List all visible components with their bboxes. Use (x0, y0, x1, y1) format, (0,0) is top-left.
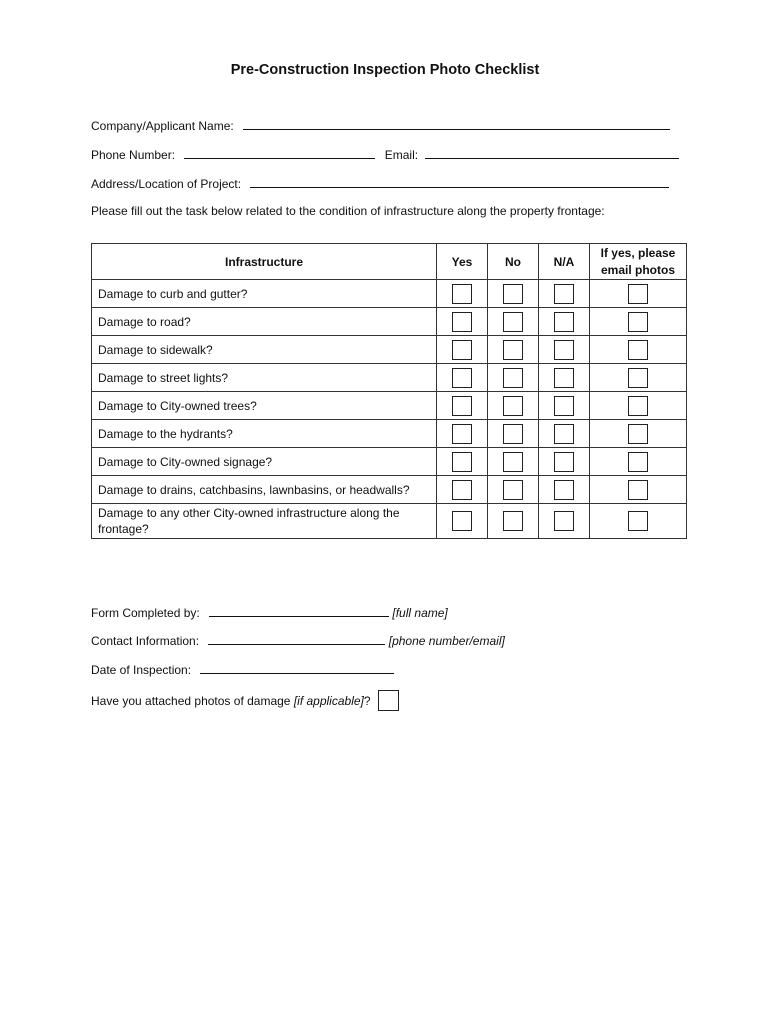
infrastructure-item-label: Damage to City-owned signage? (92, 448, 437, 476)
yes-checkbox[interactable] (452, 511, 472, 531)
yes-cell (437, 448, 488, 476)
yes-cell (437, 364, 488, 392)
photos-question-row (91, 690, 399, 711)
photos-checkbox[interactable] (628, 424, 648, 444)
header-na: N/A (539, 244, 590, 280)
na-cell (539, 392, 590, 420)
yes-checkbox[interactable] (452, 340, 472, 360)
contact-label: Contact Information: (91, 634, 200, 648)
table-row (92, 364, 687, 392)
na-checkbox[interactable] (554, 424, 574, 444)
photos-question-mark: ? (363, 694, 371, 708)
yes-checkbox[interactable] (452, 480, 472, 500)
infrastructure-item-label: Damage to road? (92, 308, 437, 336)
table-header-row (92, 244, 687, 280)
photos-cell (590, 336, 687, 364)
photos-checkbox[interactable] (628, 480, 648, 500)
photos-checkbox[interactable] (628, 368, 648, 388)
yes-cell (437, 392, 488, 420)
yes-cell (437, 280, 488, 308)
yes-cell (437, 476, 488, 504)
table-row (92, 336, 687, 364)
no-checkbox[interactable] (503, 368, 523, 388)
photos-cell (590, 476, 687, 504)
yes-checkbox[interactable] (452, 284, 472, 304)
no-checkbox[interactable] (503, 284, 523, 304)
table-row (92, 392, 687, 420)
na-cell (539, 364, 590, 392)
page-title: Pre-Construction Inspection Photo Checklist (230, 62, 540, 78)
na-cell (539, 504, 590, 539)
yes-checkbox[interactable] (452, 312, 472, 332)
completed-by-row (91, 604, 448, 620)
no-checkbox[interactable] (503, 424, 523, 444)
photos-attached-checkbox[interactable] (378, 690, 399, 711)
no-checkbox[interactable] (503, 312, 523, 332)
na-checkbox[interactable] (554, 368, 574, 388)
infrastructure-item-label: Damage to sidewalk? (92, 336, 437, 364)
address-label: Address/Location of Project: (91, 177, 242, 191)
na-checkbox[interactable] (554, 480, 574, 500)
contact-field[interactable] (208, 632, 385, 645)
date-row (91, 661, 394, 677)
no-checkbox[interactable] (503, 396, 523, 416)
completed-by-field[interactable] (209, 604, 389, 617)
na-checkbox[interactable] (554, 312, 574, 332)
photos-cell (590, 364, 687, 392)
no-cell (488, 392, 539, 420)
phone-email-row (91, 146, 679, 162)
phone-number-field[interactable] (184, 146, 375, 159)
photos-checkbox[interactable] (628, 452, 648, 472)
header-infrastructure: Infrastructure (92, 244, 437, 280)
no-checkbox[interactable] (503, 340, 523, 360)
no-cell (488, 448, 539, 476)
yes-cell (437, 308, 488, 336)
na-checkbox[interactable] (554, 284, 574, 304)
yes-checkbox[interactable] (452, 396, 472, 416)
na-checkbox[interactable] (554, 396, 574, 416)
phone-label: Phone Number: (91, 148, 176, 162)
na-cell (539, 336, 590, 364)
photos-question-hint: [if applicable] (293, 694, 364, 708)
na-cell (539, 476, 590, 504)
company-label: Company/Applicant Name: (91, 119, 234, 133)
infrastructure-item-label: Damage to curb and gutter? (92, 280, 437, 308)
no-cell (488, 420, 539, 448)
infrastructure-table (91, 243, 687, 539)
email-label: Email: (384, 148, 419, 162)
header-yes: Yes (437, 244, 488, 280)
instructions-text: Please fill out the task below related to the condition of infrastructure along the property frontage: (91, 204, 605, 218)
address-field-row (91, 175, 669, 191)
contact-row (91, 632, 505, 648)
table-row (92, 476, 687, 504)
no-checkbox[interactable] (503, 452, 523, 472)
date-label: Date of Inspection: (91, 663, 192, 677)
infrastructure-item-label: Damage to any other City-owned infrastructure along the frontage? (92, 504, 437, 539)
photos-checkbox[interactable] (628, 340, 648, 360)
header-no: No (488, 244, 539, 280)
photos-cell (590, 420, 687, 448)
na-cell (539, 308, 590, 336)
no-cell (488, 336, 539, 364)
na-checkbox[interactable] (554, 340, 574, 360)
no-cell (488, 280, 539, 308)
table-row (92, 448, 687, 476)
photos-cell (590, 280, 687, 308)
header-email-photos: If yes, please email photos (590, 244, 687, 280)
company-field-row (91, 117, 670, 133)
yes-cell (437, 504, 488, 539)
photos-cell (590, 504, 687, 539)
photos-checkbox[interactable] (628, 312, 648, 332)
company-name-field[interactable] (243, 117, 670, 130)
yes-cell (437, 336, 488, 364)
photos-checkbox[interactable] (628, 396, 648, 416)
no-cell (488, 308, 539, 336)
na-cell (539, 280, 590, 308)
yes-checkbox[interactable] (452, 424, 472, 444)
na-checkbox[interactable] (554, 452, 574, 472)
infrastructure-item-label: Damage to street lights? (92, 364, 437, 392)
no-checkbox[interactable] (503, 511, 523, 531)
photos-checkbox[interactable] (628, 284, 648, 304)
infrastructure-item-label: Damage to the hydrants? (92, 420, 437, 448)
no-checkbox[interactable] (503, 480, 523, 500)
photos-cell (590, 448, 687, 476)
table-row (92, 504, 687, 539)
photos-checkbox[interactable] (628, 511, 648, 531)
email-field[interactable] (425, 146, 679, 159)
infrastructure-item-label: Damage to City-owned trees? (92, 392, 437, 420)
photos-cell (590, 308, 687, 336)
photos-cell (590, 392, 687, 420)
table-row (92, 280, 687, 308)
completed-by-label: Form Completed by: (91, 606, 200, 620)
photos-question-text: Have you attached photos of damage (91, 694, 291, 708)
contact-hint: [phone number/email] (388, 634, 505, 648)
address-field[interactable] (250, 175, 669, 188)
yes-checkbox[interactable] (452, 368, 472, 388)
completed-by-hint: [full name] (392, 606, 448, 620)
yes-cell (437, 420, 488, 448)
no-cell (488, 364, 539, 392)
na-checkbox[interactable] (554, 511, 574, 531)
no-cell (488, 476, 539, 504)
no-cell (488, 504, 539, 539)
table-row (92, 308, 687, 336)
date-field[interactable] (200, 661, 394, 674)
infrastructure-item-label: Damage to drains, catchbasins, lawnbasins, or headwalls? (92, 476, 437, 504)
table-row (92, 420, 687, 448)
na-cell (539, 448, 590, 476)
na-cell (539, 420, 590, 448)
yes-checkbox[interactable] (452, 452, 472, 472)
